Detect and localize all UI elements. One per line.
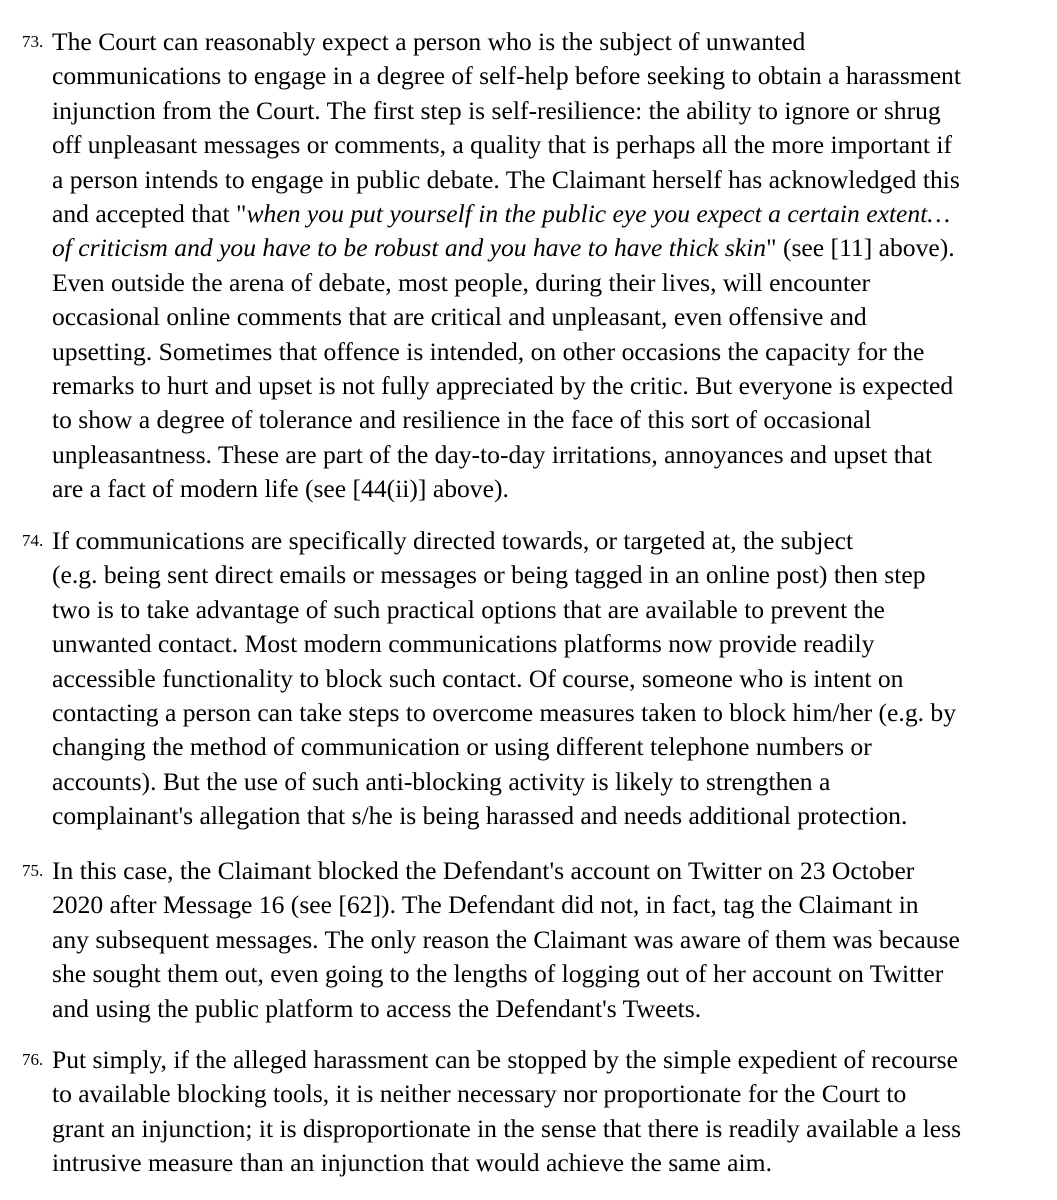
text-line: accounts). But the use of such anti-blocking activity is likely to strengthen a: [52, 766, 831, 796]
text-line: and using the public platform to access the Defendant's Tweets.: [52, 993, 702, 1023]
quoted-italic-text: of criticism and you have to be robust and you have to have thick skin: [52, 233, 767, 263]
paragraph-number: 75.: [22, 861, 44, 880]
text-line: changing the method of communication or using different telephone numbers or: [52, 732, 872, 762]
paragraph-number: 76.: [22, 1050, 44, 1069]
text-line: injunction from the Court. The first step is self-resilience: the ability to ignore or shrug: [52, 95, 941, 125]
text-line: upsetting. Sometimes that offence is intended, on other occasions the capacity for the: [52, 336, 925, 366]
text-line: unwanted contact. Most modern communications platforms now provide readily: [52, 629, 875, 659]
paragraph-text: [52, 854, 1052, 1026]
text-line: communications to engage in a degree of self-help before seeking to obtain a harassment: [52, 61, 961, 91]
text-line: complainant's allegation that s/he is being harassed and needs additional protection.: [52, 801, 908, 831]
paragraph-number: 74.: [22, 531, 44, 550]
text-line: she sought them out, even going to the lengths of logging out of her account on Twitter: [52, 959, 944, 989]
text-line: off unpleasant messages or comments, a quality that is perhaps all the more important if: [52, 130, 953, 160]
paragraph-number: 73.: [22, 32, 44, 51]
text-line: In this case, the Claimant blocked the Defendant's account on Twitter on 23 October: [52, 856, 915, 885]
text-line: remarks to hurt and upset is not fully appreciated by the critic. But everyone is expected: [52, 371, 954, 401]
text-line: unpleasantness. These are part of the day-to-day irritations, annoyances and upset that: [52, 439, 933, 469]
text-line: grant an injunction; it is disproportionate in the sense that there is readily available a less: [52, 1113, 962, 1143]
text-line: Even outside the arena of debate, most people, during their lives, will encounter: [52, 267, 871, 297]
text-line: a person intends to engage in public debate. The Claimant herself has acknowledged this: [52, 164, 960, 194]
text-line: If communications are specifically directed towards, or targeted at, the subject: [52, 526, 854, 555]
text-line: contacting a person can take steps to overcome measures taken to block him/her (e.g. by: [52, 698, 957, 728]
text-line: of criticism and you have to be robust and you have to have thick skin" (see [11] above).: [52, 233, 955, 263]
text-line: to show a degree of tolerance and resilience in the face of this sort of occasional: [52, 405, 872, 435]
text-line: (e.g. being sent direct emails or messages or being tagged in an online post) then step: [52, 560, 926, 590]
text-line: The Court can reasonably expect a person who is the subject of unwanted: [52, 27, 806, 56]
text-line: any subsequent messages. The only reason the Claimant was aware of them was because: [52, 924, 960, 954]
text-line: intrusive measure than an injunction that would achieve the same aim.: [52, 1148, 772, 1178]
text-line: and accepted that "when you put yourself in the public eye you expect a certain extent…: [52, 199, 951, 229]
text-line: accessible functionality to block such contact. Of course, someone who is intent on: [52, 663, 904, 693]
paragraph-text: [52, 25, 1052, 507]
paragraph-text: [52, 524, 1052, 834]
text-line: to available blocking tools, it is neither necessary nor proportionate for the Court to: [52, 1079, 907, 1109]
text-line: occasional online comments that are critical and unpleasant, even offensive and: [52, 302, 867, 332]
quoted-italic-text: when you put yourself in the public eye you expect a certain extent…: [246, 199, 951, 229]
text-line: Put simply, if the alleged harassment can be stopped by the simple expedient of recourse: [52, 1045, 958, 1074]
text-line: two is to take advantage of such practical options that are available to prevent the: [52, 594, 885, 624]
paragraph-text: [52, 1043, 1052, 1181]
text-line: are a fact of modern life (see [44(ii)] above).: [52, 474, 509, 504]
text-line: 2020 after Message 16 (see [62]). The Defendant did not, in fact, tag the Claimant in: [52, 890, 919, 920]
